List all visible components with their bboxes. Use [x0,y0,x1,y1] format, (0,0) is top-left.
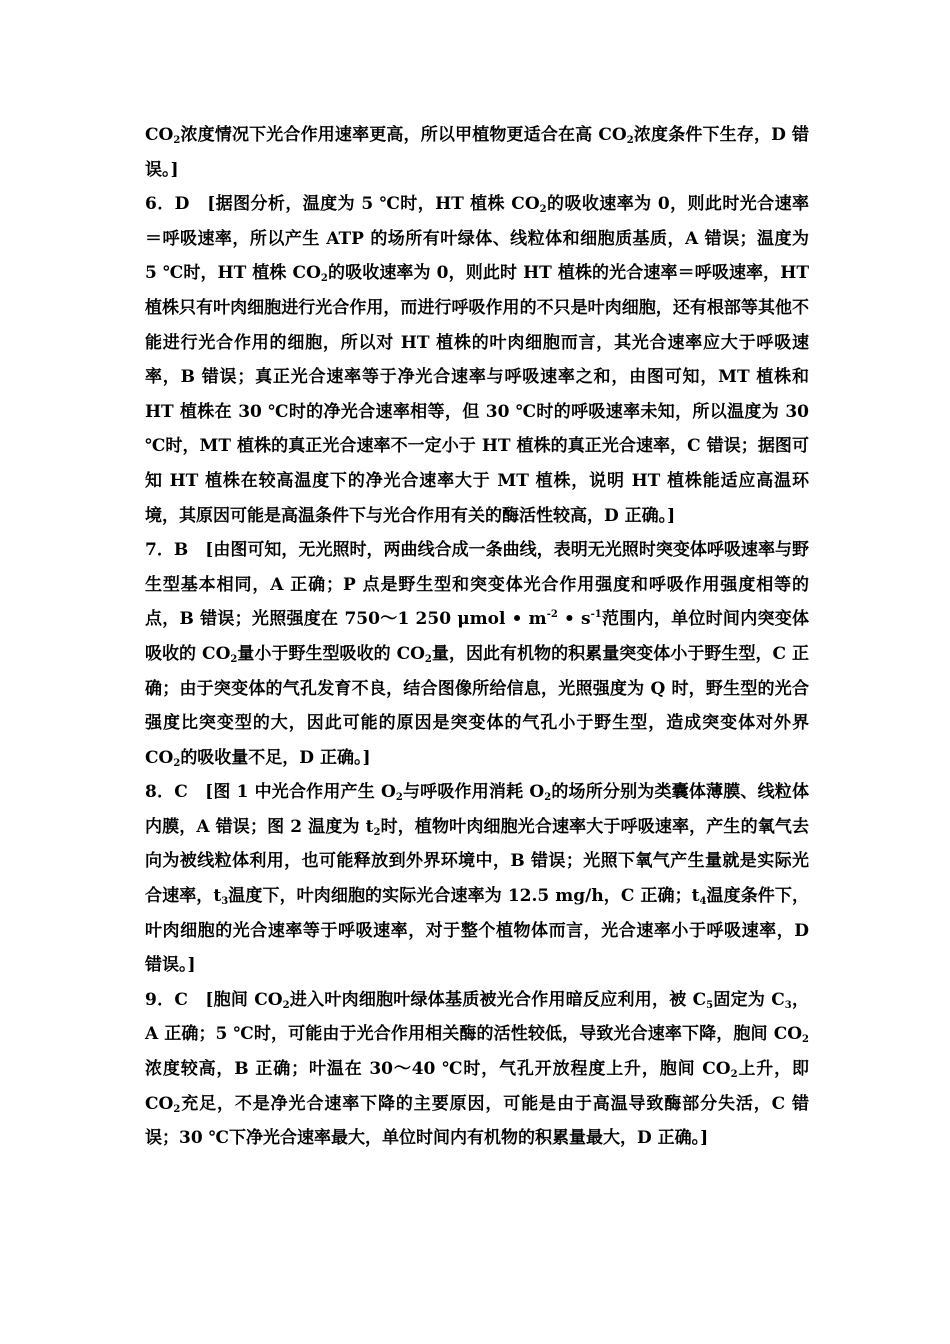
answer-5-continuation: $CO_2$浓度情况下光合作用速率更高，所以甲植物更适合在高 $CO_2$浓度条件下生存，D 错误。] [145,125,809,180]
answer-6: 6．D [据图分析，温度为 5 ℃时，HT 植株 $CO_2$的吸收速率为 0，则此时光合速率＝呼吸速率，所以产生 ATP 的场所有叶绿体、线粒体和细胞质基质，A 错误；温度为 5 ℃时，HT 植株 $CO_2$的吸收速率为 0，则此时 HT 植株的光合速率＝呼吸速率，HT 植株只有叶肉细胞进行光合作用，而进行呼吸作用的不只是叶肉细胞，还有根部等其他不能进行光合作用的细胞，所以对 HT 植株的叶肉细胞而言，其光合速率应大于呼吸速率，B 错误；真正光合速率等于净光合速率与呼吸速率之和，由图可知，MT 植株和 HT 植株在 30 ℃时的净光合速率相等，但 30 ℃时的呼吸速率未知，所以温度为 30 ℃时，MT 植株的真正光合速率不一定小于 HT 植株的真正光合速率，C 错误；据图可知 HT 植株在较高温度下的净光合速率大于 MT 植株，说明 HT 植株能适应高温环境，其原因可能是高温条件下与光合作用有关的酶活性较高，D 正确。] [145,194,809,526]
answer-7: 7．B [由图可知，无光照时，两曲线合成一条曲线，表明无光照时突变体呼吸速率与野生型基本相同，A 正确；P 点是野生型和突变体光合作用强度和呼吸作用强度相等的点，B 错误；光照强度在 750～1 250 μmol • $m^{-2}$ • $s^{-1}$范围内，单位时间内突变体吸收的 $CO_2$量小于野生型吸收的 $CO_2$量，因此有机物的积累量突变体小于野生型，C 正确；由于突变体的气孔发育不良，结合图像所给信息，光照强度为 Q 时，野生型的光合强度比突变型的大，因此可能的原因是突变体的气孔小于野生型，造成突变体对外界 $CO_2$的吸收量不足，D 正确。] [145,540,810,769]
answer-text-body [145,118,809,1156]
answer-8: 8．C [图 1 中光合作用产生 $O_2$与呼吸作用消耗 $O_2$的场所分别为类囊体薄膜、线粒体内膜，A 错误；图 2 温度为 $t_2$时，植物叶肉细胞光合速率大于呼吸速率，产生的氧气去向为被线粒体利用，也可能释放到外界环境中，B 错误；光照下氧气产生量就是实际光合速率，$t_3$温度下，叶肉细胞的实际光合速率为 12.5 mg/h，C 正确；$t_4$温度条件下，叶肉细胞的光合速率等于呼吸速率，对于整个植物体而言，光合速率小于呼吸速率，D 错误。] [145,782,809,976]
answer-9: 9．C [胞间 $CO_2$进入叶肉细胞叶绿体基质被光合作用暗反应利用，被 $C_5$固定为 $C_3$，A 正确；5 ℃时，可能由于光合作用相关酶的活性较低，导致光合速率下降，胞间 $CO_2$浓度较高，B 正确；叶温在 30～40 ℃时，气孔开放程度上升，胞间 $CO_2$上升，即 $CO_2$充足，不是净光合速率下降的主要原因，可能是由于高温导致酶部分失活，C 错误；30 ℃下净光合速率最大，单位时间内有机物的积累量最大，D 正确。] [145,989,810,1149]
